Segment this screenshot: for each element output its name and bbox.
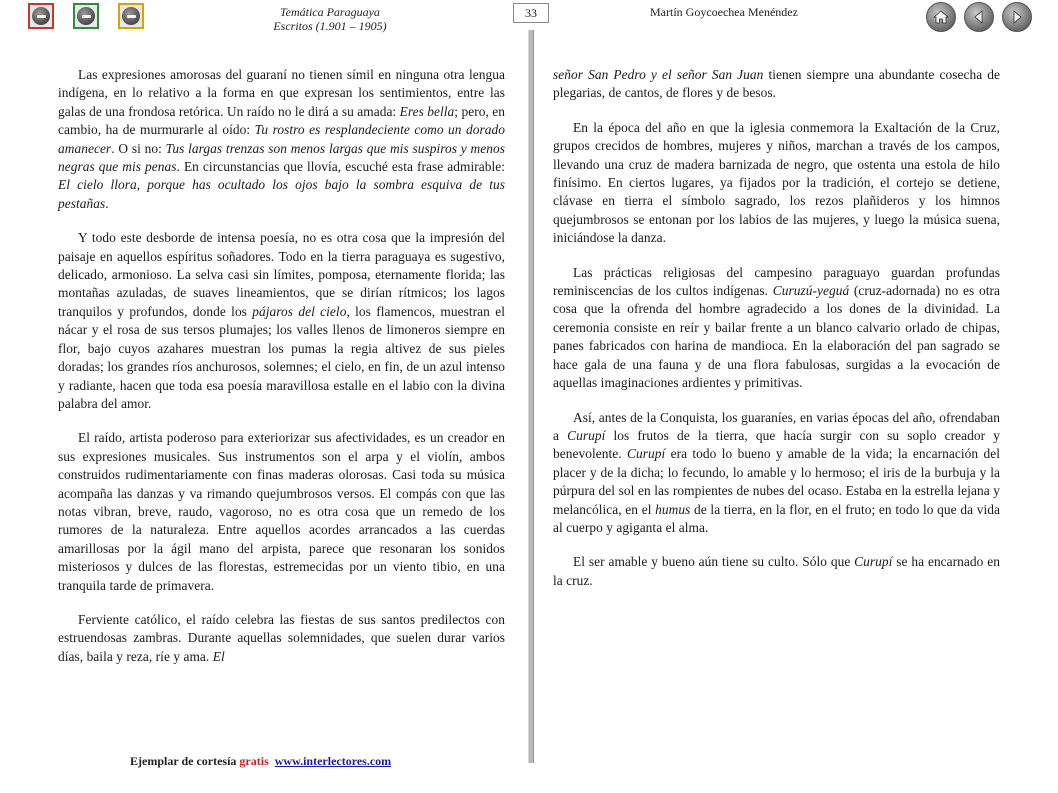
book-title-line1: Temática Paraguaya — [280, 5, 380, 19]
home-icon — [932, 8, 950, 26]
minimize-button[interactable] — [73, 3, 99, 29]
maximize-button[interactable] — [118, 3, 144, 29]
right-paragraph-1: En la época del año en que la iglesia conmemora la Exaltación de la Cruz, grupos crecidos de hombres, mujeres y niños, marchan a través de los campos, llevando una cruz de madera barnizada de negro, que ostenta una estola de hilo finísimo. En ciertos lugares, ya fijados por la tradición, el cortejo se detiene, clávase en tierra el símbolo sagrado, los rezos plañideros y los himnos quejumbrosos se entonan por los labios de las mujeres, y luego la música suena, iniciándose la danza. — [553, 119, 1000, 246]
left-paragraph-1: Las expresiones amorosas del guaraní no tienen símil en ninguna otra lengua indígena, en lo relativo a la forma en que expresan los sentimientos, entre las galas de una frondosa retórica. Un raído no le dirá a su amada: Eres bella; pero, en cambio, ha de murmurarle al oído: Tu rostro es resplandeciente como un dorado amanecer. O si no: Tus largas trenzas son menos largas que mis suspiros y menos negras que mis penas. En circunstancias que llovía, escuché esta frase admirable: El cielo llora, porque has ocultado los ojos bajo la sombra esquiva de tus pestañas. — [58, 67, 506, 211]
back-arrow-icon — [970, 8, 988, 26]
forward-button[interactable] — [1002, 2, 1032, 32]
author-name: Martín Goycoechea Menéndez — [650, 5, 798, 19]
left-paragraph-4: Ferviente católico, el raído celebra las fiestas de sus santos predilectos con estruendosas zambras. Durante aquellas solemnidades, que suelen durar varios días, baila y reza, ríe y ama. El — [58, 611, 505, 664]
footer-link[interactable]: www.interlectores.com — [274, 754, 392, 768]
close-button[interactable] — [28, 3, 54, 29]
right-column — [553, 66, 1000, 606]
close-icon — [32, 7, 50, 25]
right-paragraph-3: Así, antes de la Conquista, los guaraníes, en varias épocas del año, ofrendaban a Curupí los frutos de la tierra, que hacía surgir con su soplo creador y benevolente. Curupí era todo lo bueno y amable de la vida; la encarnación del placer y de la dicha; lo fecundo, lo amable y lo hermoso; el iris de la burbuja y la púrpura del sol en las rompientes de nubes del ocaso. Estaba en la estrella lejana y melancólica, en el humus de la tierra, en la flor, en el fruto; en todo lo que da vida al cuerpo y agiganta el alma. — [553, 409, 1000, 535]
footer-gratis: gratis — [239, 754, 269, 768]
book-title-line2: Escritos (1.901 – 1905) — [273, 19, 387, 33]
right-paragraph-0: señor San Pedro y el señor San Juan tienen siempre una abundante cosecha de plegarias, de cantos, de flores y de besos. — [553, 67, 1000, 101]
page-divider — [528, 30, 534, 763]
right-paragraph-2: Las prácticas religiosas del campesino paraguayo guardan profundas reminiscencias de los cultos indígenas. Curuzú-yeguá (cruz-adornada) no es otra cosa que la ofrenda del hombre agradecido a los dones de la divinidad. La ceremonia consiste en reír y bailar frente a un blanco calvario orlado de chipas, panes fabricados con harina de mandioca. En la elaboración del pan sagrado se hace gala de una fauna y de una flora fabulosas, surgidas a la evocación de aquellas imaginaciones ardientes y primitivas. — [553, 264, 1000, 391]
maximize-icon — [122, 7, 140, 25]
right-paragraph-4: El ser amable y bueno aún tiene su culto. Sólo que Curupí se ha encarnado en la cruz. — [553, 554, 1000, 588]
forward-arrow-icon — [1008, 8, 1026, 26]
footer-text: Ejemplar de cortesía — [130, 754, 240, 768]
minimize-icon — [77, 7, 95, 25]
footer — [130, 754, 391, 769]
left-paragraph-3: El raído, artista poderoso para exteriorizar sus afectividades, es un creador en sus expresiones musicales. Sus instrumentos son el arpa y el violín, ambos construidos rudimentariamente con finas maderas olorosas. Casi toda su música acompaña las danzas y va rimando quejumbrosos versos. El compás con que las notas vibran, breve, raudo, vagoroso, no es otra cosa que un remedo de los rumores de la naturaleza. Entre aquellos acordes arrancados a las cuerdas amarillosas por la ágil mano del arpista, parece que resonaran los sonidos misteriosos y dulces de las florestas, estremecidas por un viento tibio, en una tranquila tarde de primavera. — [58, 430, 505, 593]
left-paragraph-2: Y todo este desborde de intensa poesía, no es otra cosa que la impresión del paisaje en aquellos espíritus soñadores. Todo en la tierra paraguaya es sugestivo, delicado, armonioso. La selva casi sin límites, pomposa, eternamente florida; las montañas azuladas, de suaves lineamientos, que se dirían rítmicos; los lagos tranquilos y profundos, donde los pájaros del cielo, los flamencos, muestran el nácar y el rosa de sus tersos plumajes; los valles llenos de limoneros siempre en flor, bajo cuyos azahares muestran los pumas la regia altivez de sus pieles doradas; los grandes ríos anchurosos, solemnes; el cielo, en fin, de un azul intenso y radiante, hacen que toda esa poesía maravillosa estalle en el labio con la divina palabra del amor. — [58, 230, 505, 411]
back-button[interactable] — [964, 2, 994, 32]
page-number: 33 — [513, 3, 549, 23]
left-column — [58, 66, 505, 682]
book-title — [250, 5, 410, 33]
home-button[interactable] — [926, 2, 956, 32]
